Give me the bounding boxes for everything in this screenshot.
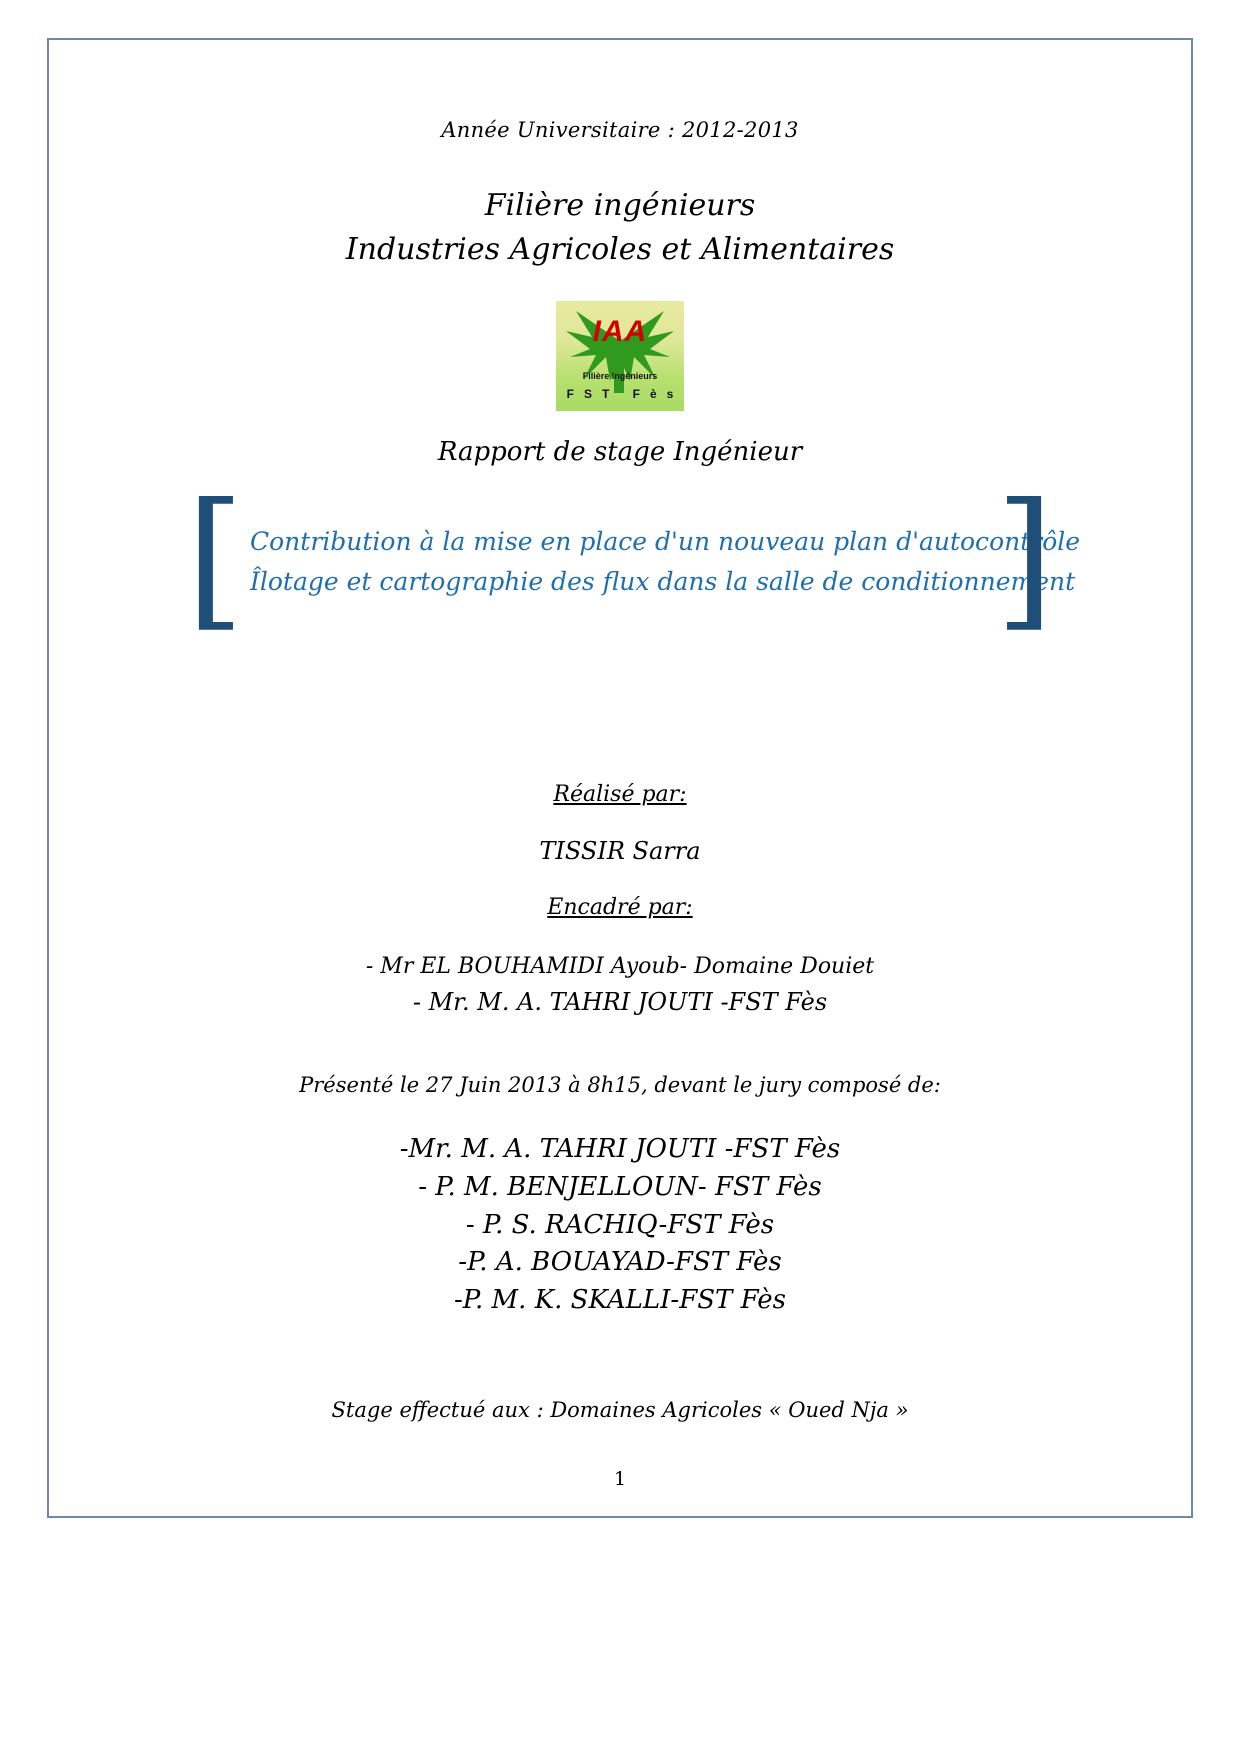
thesis-title-line-2: Îlotage et cartographie des flux dans la salle de conditionnement — [250, 567, 1076, 596]
jury-list — [49, 1131, 1191, 1319]
logo-subtitle-2: FST Fès — [566, 387, 684, 401]
supervisor-item: - Mr. M. A. TAHRI JOUTI -FST Fès — [412, 988, 828, 1017]
thesis-title-line-1: Contribution à la mise en place d'un nouveau plan d'autocontrôle — [250, 527, 1081, 556]
program-title — [49, 184, 1191, 271]
author-name: TISSIR Sarra — [539, 837, 701, 865]
logo-container — [49, 301, 1191, 411]
document-page-border — [47, 38, 1193, 1518]
jury-member: -P. M. K. SKALLI-FST Fès — [454, 1285, 786, 1316]
academic-year: Année Universitaire : 2012-2013 — [441, 118, 799, 142]
report-type: Rapport de stage Ingénieur — [437, 437, 803, 467]
internship-location: Stage effectué aux : Domaines Agricoles « Oued Nja » — [331, 1397, 909, 1422]
jury-member: -Mr. M. A. TAHRI JOUTI -FST Fès — [399, 1134, 841, 1165]
supervisors-list — [49, 950, 1191, 1021]
logo-subtitle-1: Filière Ingénieurs — [582, 371, 658, 381]
right-bracket-icon: ] — [995, 472, 1054, 646]
supervised-by-label: Encadré par: — [547, 895, 693, 920]
iaa-logo-icon — [556, 301, 684, 411]
thesis-title-block — [180, 472, 1081, 646]
realized-by-label: Réalisé par: — [553, 782, 687, 807]
program-line-1: Filière ingénieurs — [484, 188, 756, 223]
jury-member: - P. M. BENJELLOUN- FST Fès — [418, 1171, 822, 1202]
program-line-2: Industries Agricoles et Alimentaires — [345, 231, 895, 267]
document-content — [49, 40, 1191, 1516]
logo-acronym: IAA — [592, 315, 648, 348]
supervisor-item: - Mr EL BOUHAMIDI Ayoub- Domaine Douiet — [365, 954, 875, 979]
presentation-details: Présenté le 27 Juin 2013 à 8h15, devant le jury composé de: — [299, 1073, 941, 1098]
left-bracket-icon: [ — [186, 472, 245, 646]
jury-member: -P. A. BOUAYAD-FST Fès — [458, 1247, 782, 1278]
page-number: 1 — [613, 1467, 627, 1490]
jury-member: - P. S. RACHIQ-FST Fès — [465, 1209, 775, 1240]
